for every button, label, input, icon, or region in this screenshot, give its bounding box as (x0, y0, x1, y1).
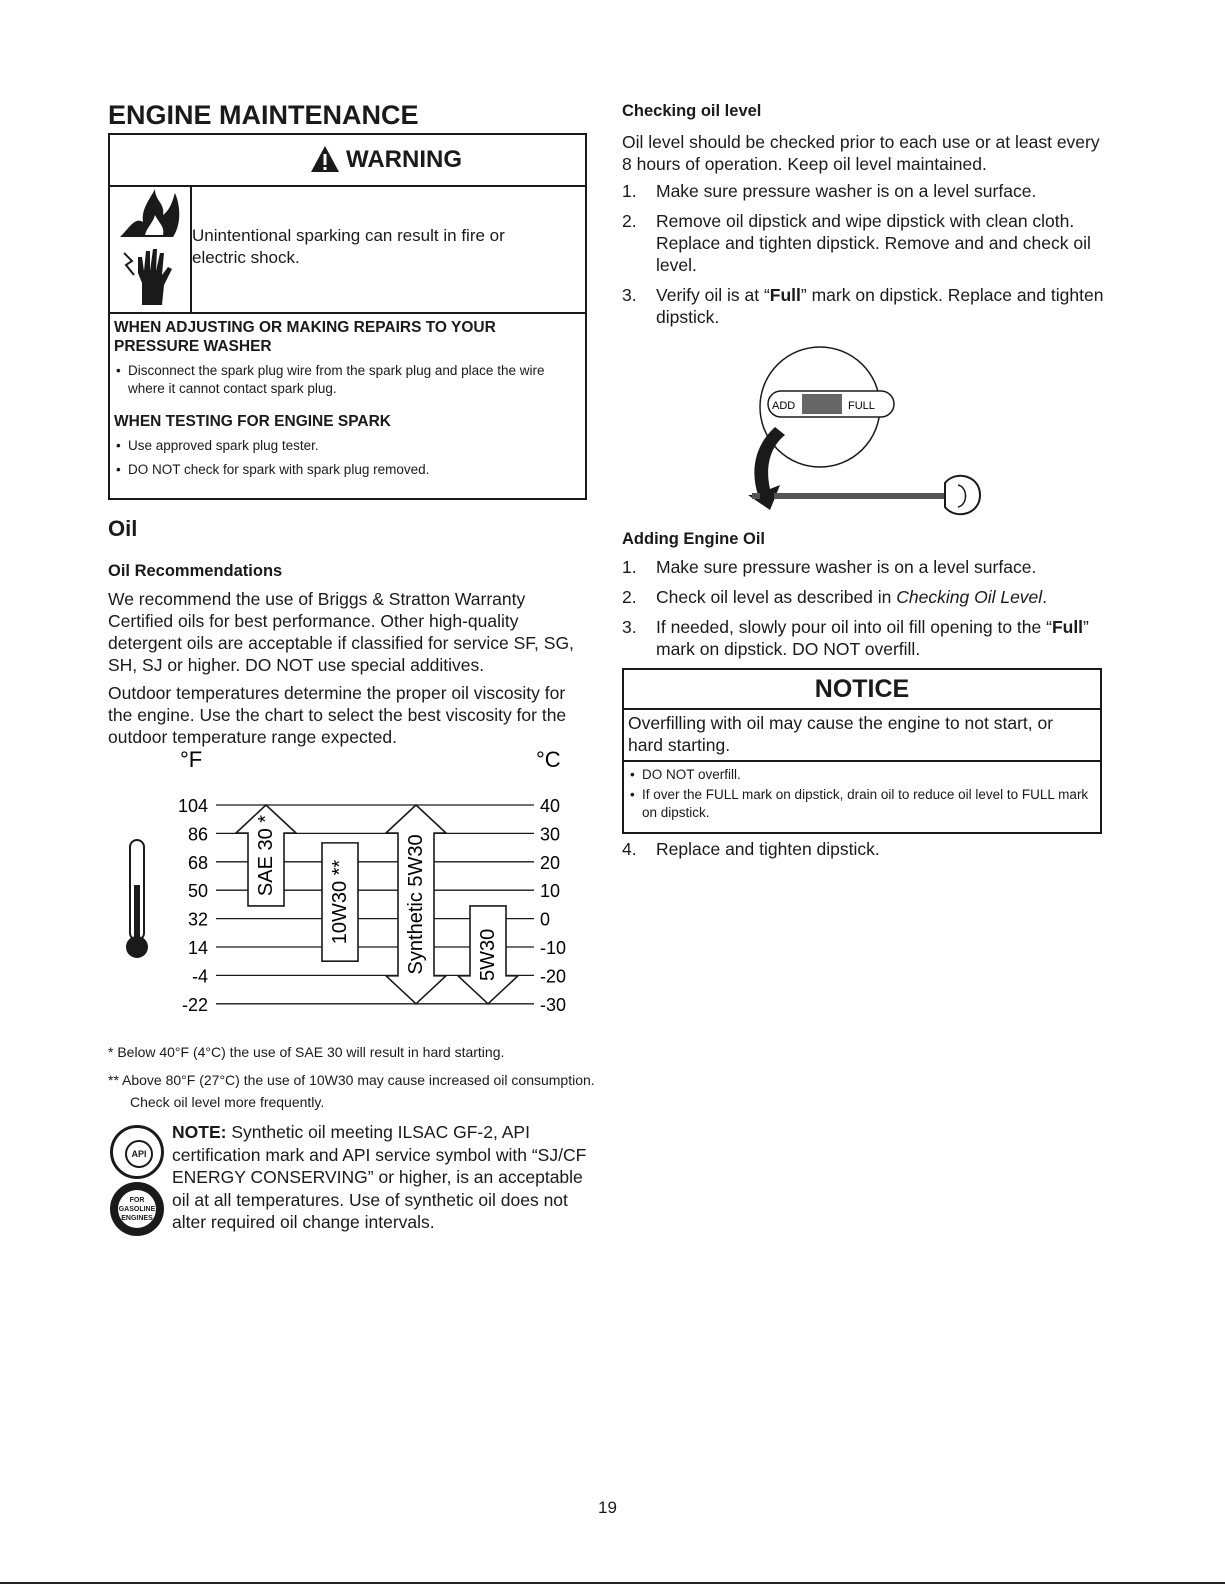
warning-section2-title: WHEN TESTING FOR ENGINE SPARK (114, 413, 392, 430)
viscosity-bar-label: Synthetic 5W30 (405, 834, 427, 975)
gasoline-engines-seal (110, 1182, 164, 1236)
celsius-tick-label: -10 (540, 938, 567, 958)
list-item: • If over the FULL mark on dipstick, drain oil to reduce oil level to FULL mark on dipstick. (628, 786, 1096, 822)
step-number: 3. (622, 617, 637, 637)
dipstick-illustration (730, 345, 990, 520)
fahrenheit-tick-label: 50 (187, 881, 208, 902)
step-number: 3. (622, 285, 637, 305)
notice-title: NOTICE (624, 670, 1100, 710)
step-link-text: Checking Oil Level (896, 587, 1043, 607)
celsius-tick-label: 0 (540, 909, 551, 930)
footnote-10w30: ** Above 80°F (27°C) the use of 10W30 may cause increased oil consumption. Check oil level more frequently. (108, 1072, 595, 1110)
checking-oil-paragraph: Oil level should be checked prior to each use or at least every 8 hours of operation. Keep oil level maintained. (622, 132, 1100, 174)
step-number: 1. (622, 557, 637, 577)
fahrenheit-tick-label: 32 (187, 909, 208, 930)
celsius-tick-label: -30 (540, 994, 567, 1015)
thermometer-icon (126, 840, 148, 958)
step-bold: Full (1051, 617, 1084, 637)
checking-oil-heading: Checking oil level (622, 102, 762, 120)
celsius-tick-label: 20 (540, 852, 561, 873)
warning-triangle-icon (310, 145, 340, 173)
gasoline-seal-text: FOR GASOLINE ENGINES (118, 1190, 156, 1228)
list-item (622, 838, 1108, 860)
list-item (622, 284, 1108, 328)
synthetic-oil-note (172, 1121, 592, 1234)
checking-oil-steps (622, 180, 1108, 328)
celsius-tick-label: 40 (540, 796, 561, 816)
warning-box (108, 133, 587, 500)
step-text: Check oil level as described in (656, 587, 897, 607)
oil-viscosity-paragraph: Outdoor temperatures determine the proper oil viscosity for the engine. Use the chart to select the best viscosity for the outdoor temperature range expected. (108, 683, 567, 747)
api-service-seal (110, 1125, 164, 1179)
step-text: Make sure pressure washer is on a level surface. (656, 557, 1037, 577)
step-text: ” mark on dipstick. DO NOT overfill. (656, 617, 1089, 659)
viscosity-range-bar (386, 805, 446, 1004)
list-item (622, 210, 1108, 276)
step-text: Replace and tighten dipstick. (656, 839, 880, 859)
page-bottom-rule (0, 1582, 1225, 1584)
note-label: NOTE: (172, 1122, 227, 1142)
fahrenheit-tick-label: 68 (187, 852, 208, 873)
step-number: 2. (622, 587, 637, 607)
step-text: Make sure pressure washer is on a level surface. (656, 181, 1037, 201)
step-text: Verify oil is at “ (656, 285, 770, 305)
list-item: • Disconnect the spark plug wire from the spark plug and place the wire where it cannot contact spark plug. (114, 362, 578, 398)
list-item: • DO NOT overfill. (628, 766, 1096, 784)
page-title: ENGINE MAINTENANCE (108, 100, 419, 130)
step-text: If needed, slowly pour oil into oil fill opening to the “ (656, 617, 1052, 637)
page-number: 19 (598, 1498, 617, 1517)
fahrenheit-tick-label: 14 (187, 938, 208, 958)
oil-heading: Oil (108, 516, 138, 541)
warning-section1-title: WHEN ADJUSTING OR MAKING REPAIRS TO YOUR PRESSURE WASHER (114, 319, 496, 355)
fahrenheit-unit-label: °F (180, 747, 203, 772)
warning-icon-cell (110, 185, 192, 312)
step-number: 4. (622, 839, 637, 859)
oil-viscosity-chart (108, 735, 588, 1035)
viscosity-range-bar (458, 906, 518, 1004)
step-number: 1. (622, 181, 637, 201)
step-text: ” mark on dipstick. Replace and tighten dipstick. (656, 285, 1104, 327)
warning-section1-list (114, 362, 581, 398)
notice-box (622, 668, 1102, 834)
step-bold: Full (769, 285, 801, 305)
adding-oil-final-step (622, 838, 1108, 860)
warning-instructions (110, 312, 585, 479)
celsius-tick-label: 10 (540, 881, 561, 902)
viscosity-range-bar (322, 843, 358, 961)
list-item (622, 586, 1108, 608)
warning-message: Unintentional sparking can result in fire or electric shock. (192, 226, 505, 267)
oil-recommendations-paragraph: We recommend the use of Briggs & Stratton Warranty Certified oils for best performance. Other high-quality detergent oils are acceptable if classified for service SF, SG, SH, SJ or higher. DO NOT use special additives. (108, 589, 574, 675)
step-text: Remove oil dipstick and wipe dipstick with clean cloth. Replace and tighten dipstick. Remove and and check oil level. (656, 211, 1091, 275)
warning-section2-list (114, 437, 581, 479)
fire-icon (115, 187, 185, 242)
warning-title: WARNING (346, 146, 462, 173)
celsius-tick-label: -20 (540, 966, 567, 987)
electric-shock-hand-icon (120, 243, 180, 308)
fahrenheit-tick-label: -4 (191, 966, 208, 987)
celsius-tick-label: 30 (540, 824, 561, 845)
list-item (622, 556, 1108, 578)
dipstick-add-label: ADD (772, 400, 796, 412)
viscosity-bar-label: 10W30 ** (329, 859, 351, 945)
oil-recommendations-heading: Oil Recommendations (108, 562, 283, 580)
step-text: . (1042, 587, 1048, 607)
adding-oil-heading: Adding Engine Oil (622, 530, 765, 548)
viscosity-bar-label: SAE 30 * (255, 814, 277, 897)
adding-oil-steps (622, 556, 1108, 660)
viscosity-bar-label: 5W30 (477, 928, 499, 982)
list-item (622, 616, 1108, 660)
footnote-sae30: * Below 40°F (4°C) the use of SAE 30 will result in hard starting. (108, 1044, 505, 1060)
fahrenheit-tick-label: -22 (181, 994, 208, 1015)
step-number: 2. (622, 211, 637, 231)
api-seal-center: API (125, 1140, 153, 1168)
notice-message: Overfilling with oil may cause the engine to not start, or hard starting. (628, 713, 1054, 755)
dipstick-full-label: FULL (848, 400, 875, 412)
note-text: Synthetic oil meeting ILSAC GF-2, API certification mark and API service symbol with “SJ/CF ENERGY CONSERVING” or higher, is an acceptable oil at all temperatures. Use of synthetic oil does not alter required oil change intervals. (172, 1122, 587, 1232)
celsius-unit-label: °C (536, 747, 561, 772)
list-item: • DO NOT check for spark with spark plug removed. (114, 461, 581, 479)
warning-header (110, 135, 585, 187)
list-item (622, 180, 1108, 202)
notice-list (624, 760, 1100, 822)
list-item: • Use approved spark plug tester. (114, 437, 581, 455)
fahrenheit-tick-label: 104 (177, 796, 208, 816)
fahrenheit-tick-label: 86 (187, 824, 208, 845)
